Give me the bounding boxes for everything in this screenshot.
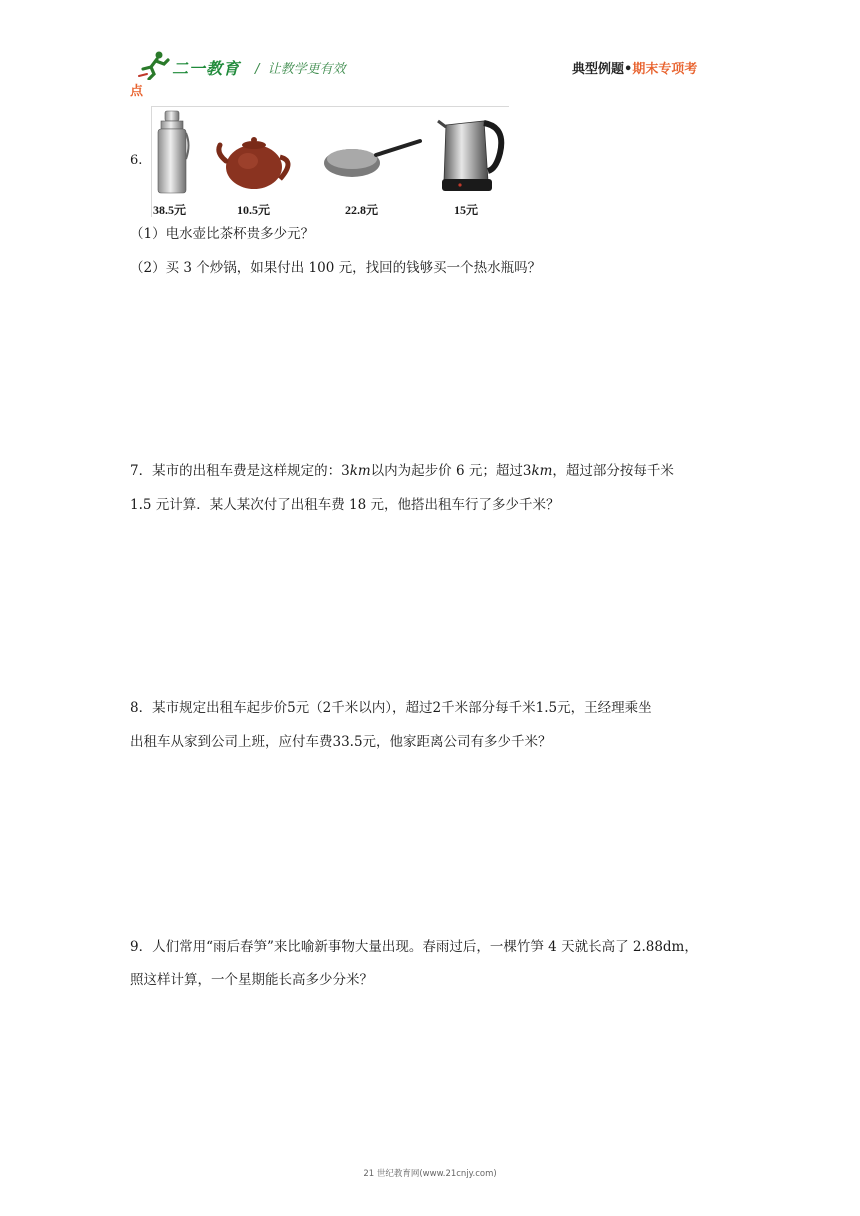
price-electric-kettle: 15元: [454, 203, 479, 217]
q8-line-2: 出租车从家到公司上班，应付车费33.5元，他家距离公司有多少千米？: [130, 734, 552, 750]
page-footer: 21 世纪教育网(www.21cnjy.com): [363, 1169, 497, 1179]
header-separator: /: [255, 62, 260, 77]
header-title-continuation: 点: [130, 84, 144, 99]
q7-text-c: ，超过部分按每千米: [552, 463, 674, 479]
q7-text-a: 7．某市的出租车费是这样规定的：: [130, 463, 342, 479]
electric-kettle-icon: [436, 109, 508, 195]
header-section-title: [572, 58, 697, 77]
q7-value-3: 3: [341, 463, 350, 479]
header-title-part1: 典型例题•: [572, 62, 633, 77]
q6-number: 6.: [130, 153, 143, 168]
q6-sub-question-2: （2）买 3 个炒锅，如果付出 100 元，找回的钱够买一个热水瓶吗？: [130, 260, 542, 276]
frying-pan-icon: [322, 137, 422, 187]
header-title-part2: 期末专项考: [632, 62, 698, 77]
product-image-strip: [151, 106, 509, 217]
thermos-icon: [155, 109, 191, 197]
price-teapot: 10.5元: [237, 203, 271, 217]
q7-unit-km: km: [349, 463, 371, 479]
logo-runner-icon: [137, 50, 171, 80]
q7-value-3b: 3: [522, 463, 532, 479]
logo-text: 二一教育: [172, 59, 241, 78]
q7-line-2: 1.5 元计算．某人某次付了出租车费 18 元，他搭出租车行了多少千米？: [130, 497, 560, 513]
q6-sub-question-1: （1）电水壶比茶杯贵多少元？: [130, 226, 315, 242]
q7-unit-km-b: km: [531, 463, 553, 479]
q9-line-2: 照这样计算，一个星期能长高多少分米？: [130, 972, 373, 988]
q7-text-b: 以内为起步价 6 元；超过: [370, 463, 523, 479]
q9-line-1: 9．人们常用“雨后春笋”来比喻新事物大量出现。春雨过后，一棵竹笋 4 天就长高了 2.88dm，: [130, 939, 698, 955]
teapot-icon: [216, 123, 296, 193]
slogan-text: 让教学更有效: [267, 62, 346, 77]
q7-line-1: [130, 461, 674, 481]
price-frying-pan: 22.8元: [345, 203, 379, 217]
header-slogan: [255, 58, 346, 77]
price-thermos: 38.5元: [153, 203, 187, 217]
q8-line-1: 8．某市规定出租车起步价5元（2千米以内），超过2千米部分每千米1.5元，王经理乘坐: [130, 700, 652, 716]
